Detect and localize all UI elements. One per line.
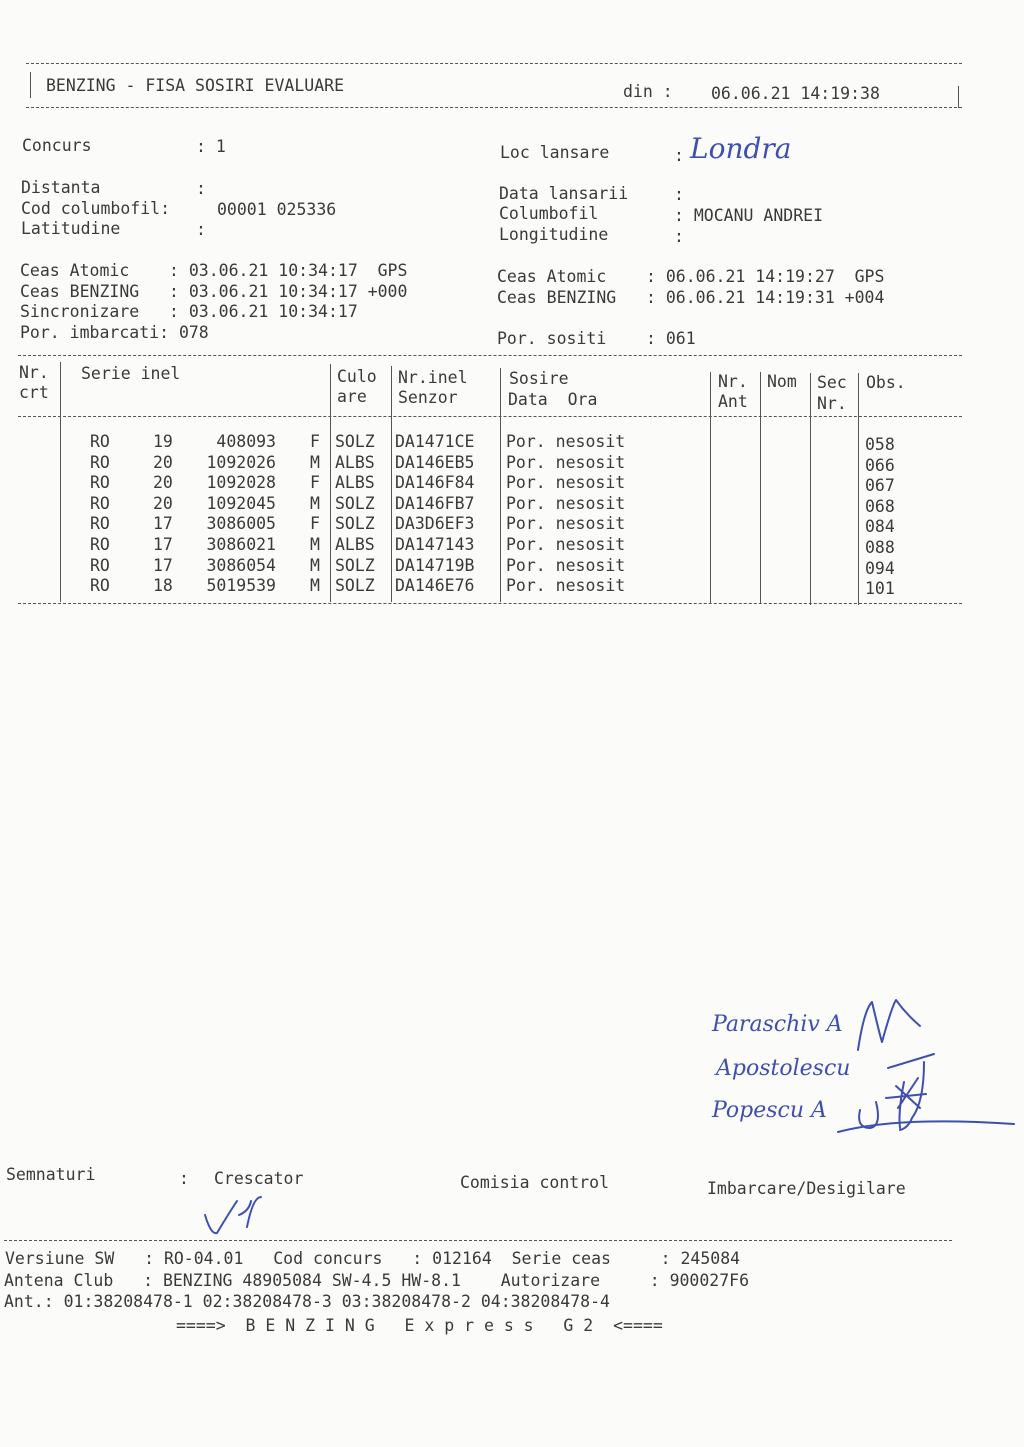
row-obs: 068 (865, 496, 895, 516)
th-nom: Nom (767, 372, 797, 391)
row-year: 20 (153, 452, 173, 472)
ceas-benzing-end: Ceas BENZING : 06.06.21 14:19:31 +004 (497, 288, 885, 307)
row-sensor: DA14719B (395, 555, 475, 575)
cod-columbofil-label: Cod columbofil: (21, 199, 171, 218)
distanta-value: : (196, 179, 206, 198)
loc-lansare-label: Loc lansare (500, 143, 610, 162)
row-obs: 067 (865, 476, 895, 496)
row-sex: M (310, 452, 320, 472)
th-nr: Nr. (19, 363, 49, 382)
row-sensor: DA146F84 (395, 473, 475, 493)
row-country: RO (90, 473, 110, 493)
row-year: 17 (153, 535, 173, 554)
report-date-value: 06.06.21 14:19:38 (711, 84, 880, 103)
row-arrival: Por. nesosit (506, 432, 626, 451)
th-ant: Ant (718, 392, 748, 411)
ceas-atomic-start: Ceas Atomic : 03.06.21 10:34:17 GPS (20, 261, 408, 280)
row-sensor: DA1471CE (395, 432, 475, 451)
row-arrival: Por. nesosit (506, 493, 626, 513)
row-arrival: Por. nesosit (506, 452, 626, 472)
th-senzor: Senzor (398, 388, 458, 407)
sincronizare: Sincronizare : 03.06.21 10:34:17 (20, 302, 358, 321)
row-color: SOLZ (335, 555, 375, 575)
row-sex: F (310, 432, 320, 451)
row-ring-number: 3086005 (206, 514, 276, 534)
row-country: RO (90, 576, 110, 596)
row-arrival: Por. nesosit (506, 576, 626, 596)
row-obs: 066 (865, 455, 895, 475)
th-crt: crt (19, 383, 49, 402)
row-sex: F (310, 514, 320, 534)
th-serie-inel: Serie inel (81, 364, 181, 383)
th-are: are (337, 387, 367, 406)
row-color: SOLZ (335, 432, 375, 451)
row-year: 17 (153, 514, 173, 534)
footer-versiune: Versiune SW : RO-04.01 Cod concurs : 012164 Serie ceas : 245084 (5, 1249, 741, 1268)
row-ring-number: 1092045 (206, 493, 276, 513)
row-sensor: DA3D6EF3 (395, 514, 475, 534)
row-year: 19 (153, 432, 173, 451)
report-date-label: din : (623, 82, 673, 101)
concurs-label: Concurs (22, 136, 92, 155)
row-ring-number: 1092026 (206, 452, 276, 472)
row-color: ALBS (335, 535, 375, 554)
row-country: RO (90, 535, 110, 554)
loc-lansare-handwritten: Londra (690, 132, 792, 165)
row-ring-number: 3086054 (206, 555, 276, 575)
crescator-label: Crescator (214, 1169, 304, 1188)
row-country: RO (90, 452, 110, 472)
row-obs: 094 (865, 558, 895, 578)
row-country: RO (90, 555, 110, 575)
row-obs: 058 (865, 435, 895, 454)
row-color: SOLZ (335, 576, 375, 596)
semnaturi-label: Semnaturi (6, 1165, 96, 1184)
handwritten-name-3: Popescu A (712, 1098, 827, 1123)
longitudine-label: Longitudine (499, 225, 609, 244)
latitudine-value: : (196, 220, 206, 239)
th-sosire: Sosire (509, 369, 569, 388)
footer-antena: Antena Club : BENZING 48905084 SW-4.5 HW-8.1 Autorizare : 900027F6 (4, 1271, 750, 1290)
row-sensor: DA146FB7 (395, 493, 475, 513)
concurs-value: : 1 (196, 137, 226, 156)
row-sex: M (310, 576, 320, 596)
th-sec: Sec (817, 373, 847, 392)
data-lansarii-label: Data lansarii (499, 184, 629, 203)
row-sensor: DA147143 (395, 535, 475, 554)
row-obs: 084 (865, 517, 895, 537)
columbofil-label: Columbofil (499, 204, 599, 223)
imbarcare-desigilare-label: Imbarcare/Desigilare (707, 1179, 906, 1198)
longitudine-value: : (674, 227, 684, 246)
row-color: SOLZ (335, 493, 375, 513)
row-sex: F (310, 473, 320, 493)
report-title: BENZING - FISA SOSIRI EVALUARE (46, 76, 345, 95)
row-ring-number: 408093 (216, 432, 276, 451)
footer-brand: ====> B E N Z I N G E x p r e s s G 2 <==== (176, 1316, 663, 1335)
comisia-control-label: Comisia control (460, 1173, 610, 1192)
data-lansarii-value: : (674, 185, 684, 204)
row-sex: M (310, 555, 320, 575)
th-sec-nr: Nr. (817, 394, 847, 413)
distanta-label: Distanta (21, 178, 101, 197)
ceas-atomic-end: Ceas Atomic : 06.06.21 14:19:27 GPS (497, 267, 885, 286)
row-country: RO (90, 432, 110, 451)
handwritten-name-2: Apostolescu (716, 1056, 851, 1081)
row-year: 17 (153, 555, 173, 575)
porumbei-sositi: Por. sositi : 061 (497, 329, 696, 348)
row-arrival: Por. nesosit (506, 473, 626, 493)
row-ring-number: 3086021 (206, 535, 276, 554)
row-arrival: Por. nesosit (506, 555, 626, 575)
row-obs: 088 (865, 538, 895, 557)
ceas-benzing-start: Ceas BENZING : 03.06.21 10:34:17 +000 (20, 282, 408, 301)
th-culo: Culo (337, 367, 377, 386)
columbofil-value: : MOCANU ANDREI (674, 206, 824, 225)
row-arrival: Por. nesosit (506, 535, 626, 554)
row-year: 18 (153, 576, 173, 596)
th-data-ora: Data Ora (508, 390, 598, 409)
semnaturi-sep: : (179, 1169, 189, 1188)
th-nr-ant: Nr. (718, 372, 748, 391)
th-nr-inel: Nr.inel (398, 368, 468, 387)
row-sensor: DA146E76 (395, 576, 475, 596)
row-year: 20 (153, 473, 173, 493)
row-sensor: DA146EB5 (395, 452, 475, 472)
row-year: 20 (153, 493, 173, 513)
row-sex: M (310, 493, 320, 513)
porumbei-imbarcati: Por. imbarcati: 078 (20, 323, 209, 342)
th-obs: Obs. (866, 373, 906, 392)
row-color: ALBS (335, 452, 375, 472)
row-sex: M (310, 535, 320, 554)
row-color: ALBS (335, 473, 375, 493)
footer-antennas: Ant.: 01:38208478-1 02:38208478-3 03:38208478-2 04:38208478-4 (4, 1292, 610, 1311)
row-obs: 101 (865, 579, 895, 599)
loc-lansare-sep: : (674, 146, 684, 165)
footer-top-rule (4, 1240, 952, 1241)
handwritten-name-1: Paraschiv A (712, 1012, 843, 1037)
row-ring-number: 1092028 (206, 473, 276, 493)
latitudine-label: Latitudine (21, 219, 121, 238)
cod-columbofil-value: 00001 025336 (217, 200, 337, 219)
row-color: SOLZ (335, 514, 375, 534)
row-country: RO (90, 493, 110, 513)
row-arrival: Por. nesosit (506, 514, 626, 534)
row-country: RO (90, 514, 110, 534)
row-ring-number: 5019539 (206, 576, 276, 596)
